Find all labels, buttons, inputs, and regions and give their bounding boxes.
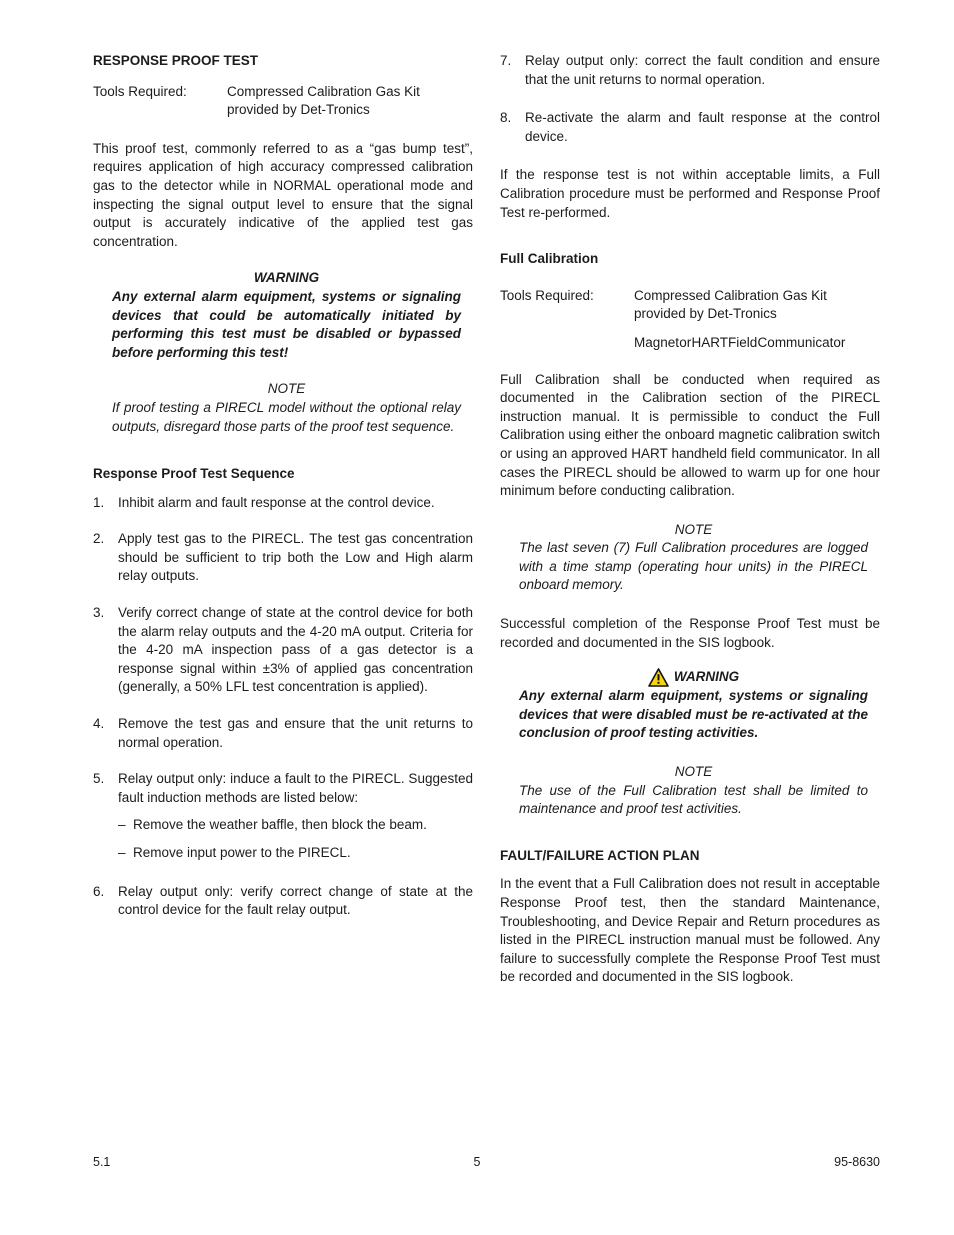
list-item-5 — [93, 770, 473, 807]
section-number: 5.1 — [93, 1155, 111, 1169]
heading-full-calibration: Full Calibration — [500, 251, 599, 267]
tools-required-block — [500, 287, 880, 353]
tools-required-value — [634, 287, 880, 353]
list-item-8 — [500, 109, 880, 146]
tools-required-value — [227, 83, 473, 120]
list-text: Relay output only: induce a fault to the PIRECL. Suggested fault induction methods are listed below: — [118, 771, 473, 805]
list-item-7 — [500, 52, 880, 89]
heading-response-proof-test: RESPONSE PROOF TEST — [93, 53, 259, 68]
tools-required-block — [93, 83, 473, 120]
right-column — [500, 52, 880, 987]
heading-fault-failure-action-plan: FAULT/FAILURE ACTION PLAN — [500, 847, 700, 863]
heading-proof-test-sequence: Response Proof Test Sequence — [93, 466, 295, 482]
list-subitem-2 — [118, 844, 473, 863]
list-item-3 — [93, 604, 473, 697]
document-number: 95-8630 — [834, 1155, 880, 1169]
list-text: Inhibit alarm and fault response at the control device. — [118, 494, 435, 510]
list-number: 7. — [500, 53, 512, 68]
list-text: Relay output only: correct the fault condition and ensure that the unit returns to normal operation. — [525, 53, 880, 87]
list-text: Apply test gas to the PIRECL. The test gas concentration should be sufficient to trip both the Low and High alarm relay outputs. — [118, 531, 473, 584]
note-block — [519, 763, 868, 819]
list-text: Re-activate the alarm and fault response at the control device. — [525, 110, 880, 144]
acceptable-limits-paragraph: If the response test is not within acceptable limits, a Full Calibration procedure must be performed and Response Proof Test re-performed. — [500, 167, 880, 220]
warning-title-row — [519, 668, 868, 687]
list-number: 2. — [93, 531, 105, 547]
list-subitem-1 — [118, 816, 473, 835]
note-body: The last seven (7) Full Calibration procedures are logged with a time stamp (operating hour units) in the PIRECL onboard memory. — [519, 540, 868, 593]
list-number: 4. — [93, 716, 105, 732]
note-title: NOTE — [674, 521, 713, 537]
list-item-1 — [93, 494, 473, 513]
tools-value-line: provided by Det-Tronics — [634, 306, 777, 322]
list-subitem-text: Remove the weather baffle, then block the beam. — [133, 817, 427, 833]
note-body: The use of the Full Calibration test shall be limited to maintenance and proof test activities. — [519, 782, 868, 817]
list-item-6 — [93, 883, 473, 920]
list-number: 8. — [500, 110, 512, 126]
sis-logbook-paragraph: Successful completion of the Response Proof Test must be recorded and documented in the SIS logbook. — [500, 616, 880, 650]
warning-body: Any external alarm equipment, systems or signaling devices that were disabled must be re-activated at the conclusion of proof testing activities. — [519, 688, 868, 741]
full-calibration-paragraph: Full Calibration shall be conducted when required as documented in the Calibration section of the PIRECL instruction manual. It is permissible to conduct the Full Calibration using either the onboard magnetic calibration switch or using an approved HART handheld field communicator. In all cases the PIRECL should be allowed to warm up for one hour minimum before conducting calibration. — [500, 371, 880, 499]
warning-title: WARNING — [253, 270, 320, 286]
note-block — [112, 380, 461, 436]
list-item-2 — [93, 530, 473, 586]
list-item-4 — [93, 715, 473, 752]
page-number: 5 — [473, 1155, 481, 1169]
tools-required-label: Tools Required: — [93, 83, 187, 99]
list-subitem-text: Remove input power to the PIRECL. — [133, 845, 351, 860]
list-text: Relay output only: verify correct change of state at the control device for the fault relay output. — [118, 883, 473, 918]
warning-triangle-icon — [648, 668, 669, 687]
dash-bullet: – — [118, 845, 126, 860]
note-body: If proof testing a PIRECL model without the optional relay outputs, disregard those parts of the proof test sequence. — [112, 399, 461, 434]
list-text: Verify correct change of state at the control device for both the alarm relay outputs and the 4-20 mA output. Criteria for the 4-20 mA inspection pass of a gas detector is a response signal within ±3% of applied gas concentration (generally, a 50% LFL test concentration is applied). — [118, 605, 473, 695]
left-column — [93, 52, 473, 920]
tools-value-line: Compressed Calibration Gas Kit — [227, 83, 420, 99]
tools-value-line: Compressed Calibration Gas Kit — [634, 287, 827, 303]
tools-value-line: provided by Det-Tronics — [227, 102, 370, 118]
tools-required-label: Tools Required: — [500, 287, 594, 303]
list-number: 6. — [93, 883, 105, 899]
warning-block — [112, 269, 461, 362]
warning-title: WARNING — [673, 669, 740, 685]
list-number: 5. — [93, 771, 105, 787]
list-text: Remove the test gas and ensure that the unit returns to normal operation. — [118, 716, 473, 750]
list-number: 1. — [93, 494, 105, 510]
warning-body: Any external alarm equipment, systems or signaling devices that could be automatically initiated by performing this test must be disabled or bypassed before performing this test! — [112, 288, 461, 360]
dash-bullet: – — [118, 817, 126, 833]
fault-action-paragraph: In the event that a Full Calibration does not result in acceptable Response Proof test, then the standard Maintenance, Troubleshooting, and Device Repair and Return procedures as listed in the PIRECL instruction manual must be followed. Any failure to successfully complete the Response Proof Test must be recorded and documented in the SIS logbook. — [500, 876, 880, 985]
note-block — [519, 521, 868, 595]
list-number: 3. — [93, 605, 105, 621]
note-title: NOTE — [674, 764, 713, 780]
tools-value-line: Magnet or HART Field Communicator — [634, 334, 846, 350]
intro-paragraph: This proof test, commonly referred to as a “gas bump test”, requires application of high accuracy compressed calibration gas to the detector while in NORMAL operational mode and inspecting the signal output level to ensure that the signal output is accurately indicative of the applied test gas concentration. — [93, 140, 473, 249]
note-title: NOTE — [267, 381, 306, 397]
warning-block — [519, 668, 868, 743]
page-footer — [0, 1155, 954, 1175]
